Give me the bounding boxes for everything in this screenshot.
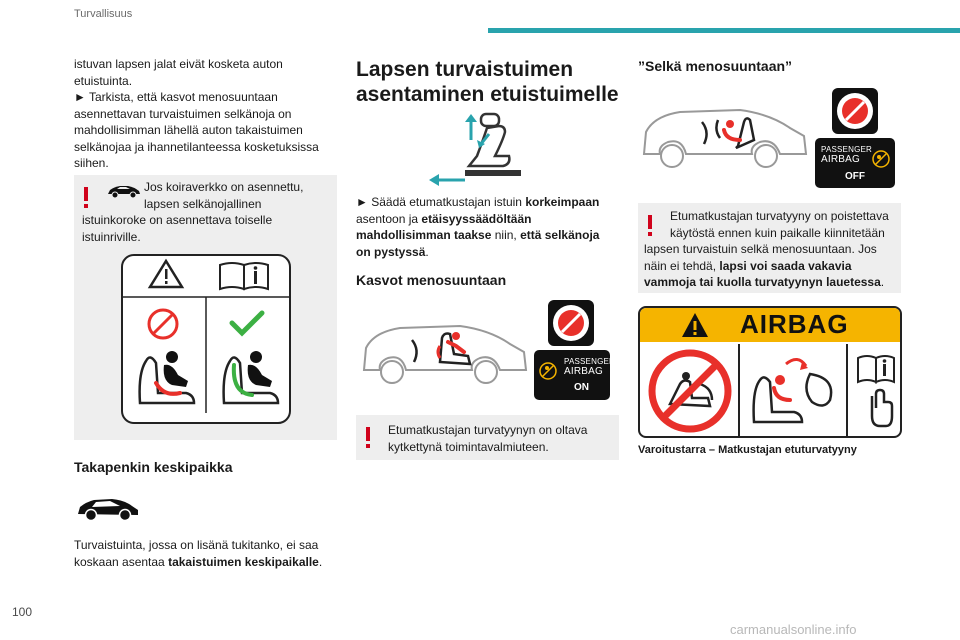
text-line: etuistuinta. <box>74 73 133 88</box>
text-line: koskaan asentaa takaistuimen keskipaikalle. <box>74 554 323 569</box>
airbag-label-caption: Varoitustarra – Matkustajan etuturvatyyny <box>638 444 857 456</box>
text-line: mahdollisimman taakse niin, että selkänoja <box>356 228 600 242</box>
airbag-state-off: OFF <box>845 171 865 182</box>
dog-net-warning-label <box>120 253 292 425</box>
warning-box-dog-net <box>74 175 337 440</box>
badge-line: AIRBAG <box>564 366 603 377</box>
warning-exclamation-icon <box>84 187 88 201</box>
car-icon <box>106 183 142 199</box>
text-line: lapsen turvaistuin selkä menosuuntaan. Jos <box>644 242 877 256</box>
airbag-warning-label <box>638 306 902 438</box>
warning-exclamation-icon <box>648 215 652 229</box>
text-line: asennettavan turvaistuimen selkänoja on <box>74 106 292 121</box>
badge-line: PASSENGER <box>821 145 872 154</box>
airbag-state-on: ON <box>574 382 589 393</box>
airbag-label-text: AIRBAG <box>740 309 849 339</box>
text-line: asentoon ja etäisyyssäädöltään <box>356 211 532 226</box>
text-line: kytkettynä toimintavalmiuteen. <box>388 439 549 454</box>
text-line: Jos koiraverkko on asennettu, <box>144 180 304 194</box>
text-line: ► Tarkista, että kasvot menosuuntaan <box>74 90 278 104</box>
car-rear-facing-diagram <box>640 100 812 174</box>
section-title: Turvallisuus <box>74 8 133 20</box>
seat-adjust-text <box>356 194 616 260</box>
text-line: ► Säädä etumatkustajan istuin korkeimpaan <box>356 195 600 209</box>
text-line: mahdollisimman lähellä auton takaistuimen <box>74 123 303 137</box>
rear-seat-heading: Takapenkin keskipaikka <box>74 459 233 475</box>
rear-seat-text <box>74 537 349 570</box>
text-line: selkänojaa ja ihannetilanteessa kosketuksissa <box>74 139 319 154</box>
seat-adjust-icon <box>425 110 535 186</box>
text-line: näin ei tehdä, lapsi voi saada vakavia <box>644 258 852 273</box>
text-line: istuvan lapsen jalat eivät kosketa auton <box>74 57 283 71</box>
airbag-crossed-icon <box>871 148 891 170</box>
rear-facing-heading: ”Selkä menosuuntaan” <box>638 58 793 74</box>
warn-text-first <box>144 179 303 212</box>
watermark: carmanualsonline.info <box>730 622 857 637</box>
warn-text-rest <box>82 212 272 245</box>
airbag-deploy-seat-icon <box>746 350 840 432</box>
warn-text-rest <box>644 241 884 291</box>
car-forward-facing-diagram <box>360 318 530 390</box>
text-line: Turvaistuinta, jossa on lisänä tukitanko, ei saa <box>74 538 319 552</box>
airbag-warning-sticker-icon <box>832 88 878 134</box>
install-front-seat-heading: Lapsen turvaistuimen asentaminen etuistuimelle <box>356 58 619 106</box>
header-accent-bar <box>488 28 960 33</box>
badge-line: AIRBAG <box>821 154 860 165</box>
warning-box-airbag-on <box>356 415 619 460</box>
text-line: Etumatkustajan turvatyynyn on oltava <box>388 423 588 437</box>
warn-text <box>388 422 587 455</box>
warning-box-airbag-off <box>638 203 901 293</box>
col1-intro <box>74 56 344 172</box>
text-line: siihen. <box>74 156 109 170</box>
passenger-airbag-off-indicator <box>815 138 895 188</box>
no-rear-facing-seat-icon <box>646 348 734 434</box>
forward-facing-heading: Kasvot menosuuntaan <box>356 272 507 288</box>
text-line: istuinkoroke on asennettava toiselle <box>82 213 273 227</box>
text-line: Etumatkustajan turvatyyny on poistettava <box>670 209 889 223</box>
manual-book-icon <box>854 350 898 434</box>
text-line: vammoja tai kuolla turvatyynyn lauetessa. <box>644 275 885 289</box>
text-line: lapsen selkänojallinen <box>144 196 262 211</box>
airbag-warning-sticker-icon <box>548 300 594 346</box>
text-line: istuinriville. <box>82 229 141 244</box>
warning-triangle-icon <box>680 311 710 339</box>
passenger-airbag-on-indicator <box>534 350 615 400</box>
text-line: käytöstä ennen kuin paikalle kiinnitetään <box>670 225 885 240</box>
page-number: 100 <box>12 605 33 619</box>
badge-line: PASSENGER <box>564 357 615 366</box>
warning-exclamation-icon <box>366 427 370 441</box>
suv-car-icon <box>76 494 140 522</box>
child-seat-crossed-icon <box>538 360 558 382</box>
warn-text-first <box>670 208 889 241</box>
text-line: on pystyssä. <box>356 244 429 259</box>
